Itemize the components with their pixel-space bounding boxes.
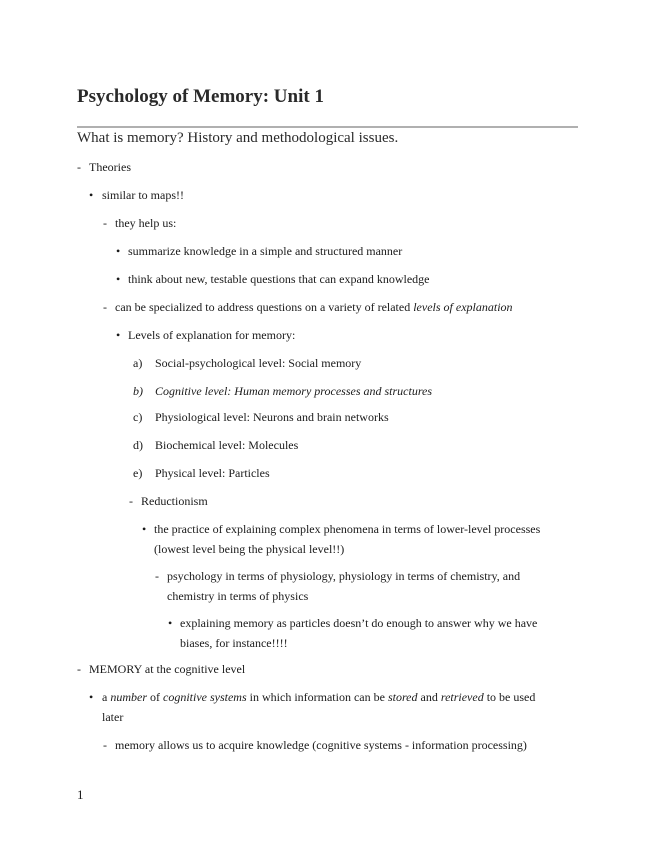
outline-item-practice-cont: (lowest level being the physical level!!) [154,542,345,556]
level-item: Physical level: Particles [155,466,270,480]
dash-marker: - [155,569,159,583]
page-subtitle: What is memory? History and methodological issues. [77,130,399,146]
dash-marker: - [103,216,107,230]
emphasis-run: retrieved [440,690,484,704]
emphasis-run: stored [387,690,418,704]
page-number: 1 [77,787,84,802]
outline-item-allows: memory allows us to acquire knowledge (cognitive systems - information processing) [115,738,527,752]
level-item: Biochemical level: Molecules [155,438,299,452]
level-marker: a) [133,356,143,370]
outline-item-number [102,688,535,706]
outline-item-levels-header: Levels of explanation for memory: [128,328,296,342]
dash-marker: - [103,738,107,752]
level-item: Social-psychological level: Social memory [155,356,362,370]
bullet-marker: • [168,616,173,630]
level-marker: d) [133,438,143,452]
bullet-marker: • [89,690,94,704]
bullet-marker: • [116,244,121,258]
level-marker: c) [133,410,143,424]
outline-item-explaining: explaining memory as particles doesn’t do enough to answer why we have [180,616,538,630]
outline-item-summarize: summarize knowledge in a simple and structured manner [128,244,403,258]
level-item: Cognitive level: Human memory processes and structures [155,384,433,398]
outline-item-think: think about new, testable questions that can expand knowledge [128,272,430,286]
outline-item-reductionism: Reductionism [141,494,208,508]
outline-item-similar: similar to maps!! [102,188,184,202]
page-title: Psychology of Memory: Unit 1 [77,86,324,107]
outline-item-specialized [115,298,513,316]
outline-item-theories: Theories [89,160,131,174]
bullet-marker: • [142,522,147,536]
text-run: a [102,690,111,704]
outline-item-practice: the practice of explaining complex phenomena in terms of lower-level processes [154,522,541,536]
level-item: Physiological level: Neurons and brain networks [155,410,389,424]
title-divider [77,126,578,128]
level-marker: b) [133,384,143,398]
text-run: and [417,690,441,704]
level-marker: e) [133,466,143,480]
outline-item-explaining-cont: biases, for instance!!!! [180,636,288,650]
emphasis-run: cognitive systems [163,690,247,704]
outline-item-psych-cont: chemistry in terms of physics [167,589,309,603]
dash-marker: - [77,662,81,676]
outline-item-memory-cognitive: MEMORY at the cognitive level [89,662,246,676]
outline-item-help: they help us: [115,216,177,230]
dash-marker: - [77,160,81,174]
bullet-marker: • [116,328,121,342]
bullet-marker: • [116,272,121,286]
outline-item-number-cont: later [102,710,124,724]
specialized-text: can be specialized to address questions on a variety of related [115,300,414,314]
bullet-marker: • [89,188,94,202]
emphasis-run: number [110,690,147,704]
text-run: to be used [483,690,536,704]
text-run: of [147,690,163,704]
dash-marker: - [129,494,133,508]
text-run: in which information can be [246,690,388,704]
dash-marker: - [103,300,107,314]
specialized-emphasis: levels of explanation [413,300,513,314]
outline-item-psych: psychology in terms of physiology, physiology in terms of chemistry, and [167,569,521,583]
